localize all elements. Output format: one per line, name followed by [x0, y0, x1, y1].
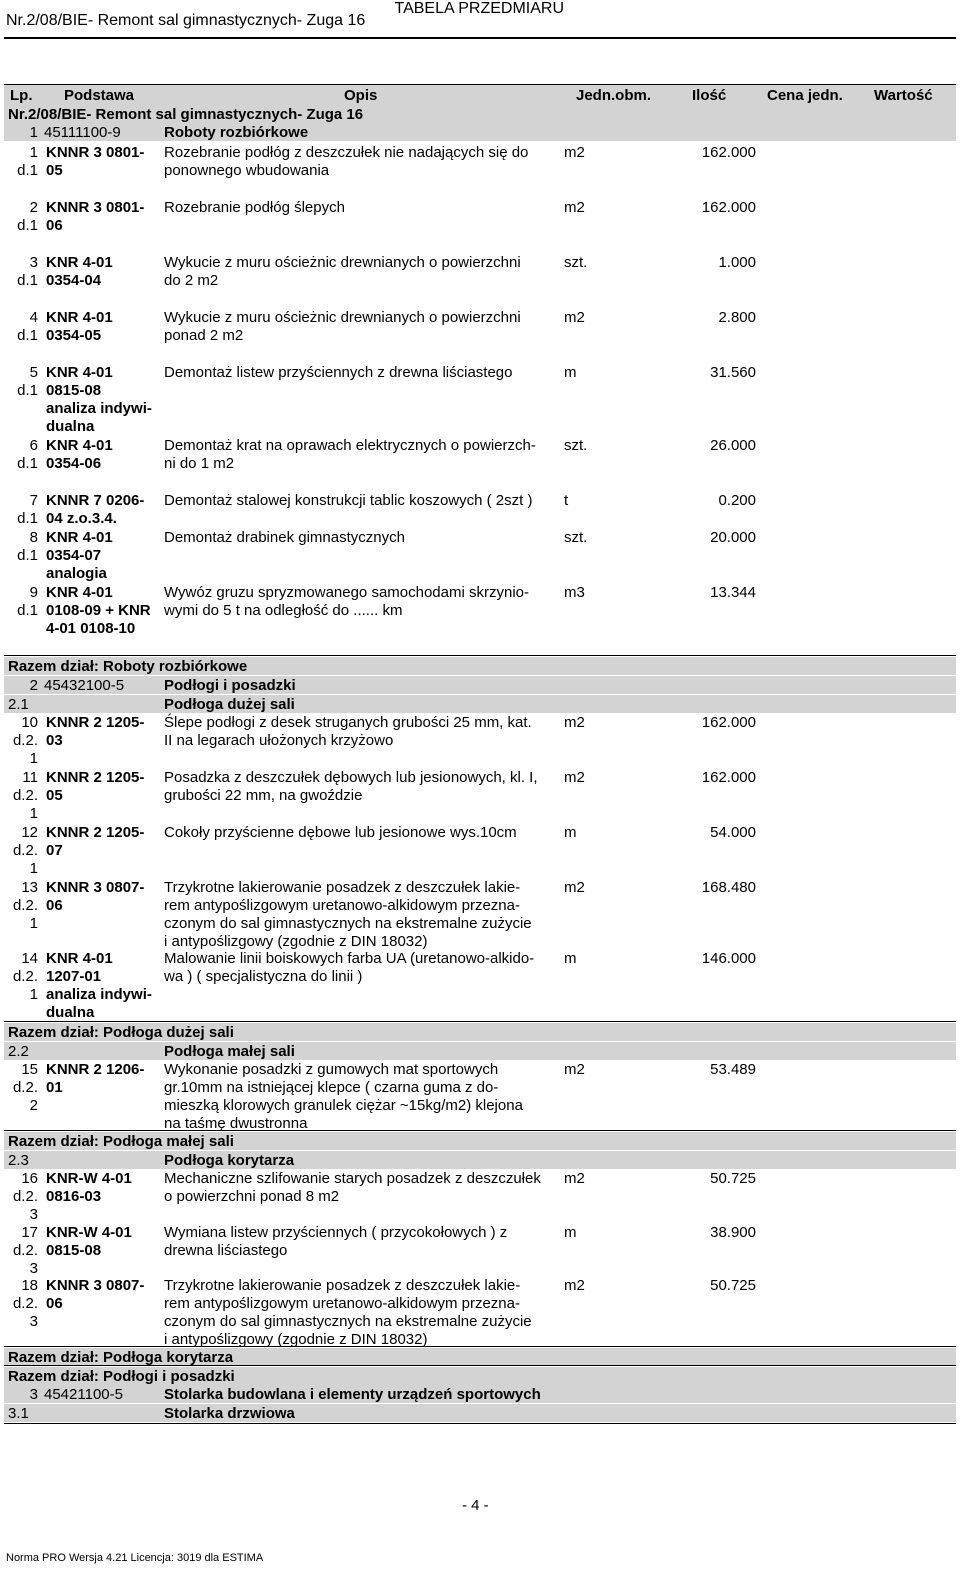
- item-opis: drewna liściastego: [164, 1242, 288, 1259]
- item-lp: 13: [21, 879, 38, 896]
- item-opis: na taśmę dwustronna: [164, 1115, 308, 1132]
- section-title: Nr.2/08/BIE- Remont sal gimnastycznych- Zuga 16: [8, 106, 364, 123]
- item-ilosc: 1.000: [718, 254, 756, 271]
- item-podstawa: 06: [46, 897, 63, 914]
- section-code: 45111100-9: [44, 124, 121, 141]
- section-total: Razem dział: Podłoga małej sali: [8, 1133, 234, 1150]
- item-podstawa: 0815-08: [46, 382, 102, 399]
- section-total: Razem dział: Podłoga dużej sali: [8, 1024, 234, 1041]
- item-ilosc: 53.489: [710, 1061, 756, 1078]
- item-podstawa: 0108-09 + KNR: [46, 602, 151, 619]
- item-jedn: m2: [564, 1277, 585, 1294]
- col-ilosc: Ilość: [692, 87, 727, 104]
- item-opis: Trzykrotne lakierowanie posadzek z deszczułek lakie-: [164, 879, 521, 896]
- item-lp: 3: [29, 1260, 38, 1277]
- section-total: Razem dział: Roboty rozbiórkowe: [8, 658, 248, 675]
- item-lp: d.1: [17, 510, 38, 527]
- item-ilosc: 50.725: [710, 1277, 756, 1294]
- item-opis: wymi do 5 t na odległość do ...... km: [164, 602, 403, 619]
- row-divider: [4, 1346, 956, 1347]
- item-jedn: m2: [564, 199, 585, 216]
- item-jedn: m2: [564, 769, 585, 786]
- section-lp: 3.1: [8, 1405, 29, 1422]
- section-lp: 2.1: [8, 696, 29, 713]
- item-opis: Wykonanie posadzki z gumowych mat sportowych: [164, 1061, 499, 1078]
- item-lp: 15: [21, 1061, 38, 1078]
- item-jedn: szt.: [564, 254, 588, 271]
- item-jedn: m2: [564, 144, 585, 161]
- item-lp: 10: [21, 714, 38, 731]
- item-opis: Demontaż krat na oprawach elektrycznych o powierzch-: [164, 437, 536, 454]
- item-podstawa: dualna: [46, 1004, 95, 1021]
- item-podstawa: KNNR 2 1205-: [46, 824, 145, 841]
- item-lp: d.2.: [12, 1079, 38, 1096]
- section-lp: 2.2: [8, 1043, 29, 1060]
- item-podstawa: analogia: [46, 565, 107, 582]
- section-title: Stolarka drzwiowa: [164, 1405, 295, 1422]
- item-ilosc: 38.900: [710, 1224, 756, 1241]
- section-lp: 1: [29, 124, 38, 141]
- item-jedn: t: [564, 492, 569, 509]
- item-lp: d.1: [17, 455, 38, 472]
- item-podstawa: 04 z.o.3.4.: [46, 510, 117, 527]
- item-jedn: m2: [564, 1061, 585, 1078]
- item-lp: 4: [29, 309, 38, 326]
- item-podstawa: 01: [46, 1079, 63, 1096]
- item-lp: 12: [21, 824, 38, 841]
- section-title: Podłoga dużej sali: [164, 696, 295, 713]
- row-divider: [4, 1130, 956, 1131]
- section-title: Roboty rozbiórkowe: [164, 124, 309, 141]
- col-lp: Lp.: [10, 87, 33, 104]
- item-ilosc: 162.000: [701, 199, 756, 216]
- section-title: Podłogi i posadzki: [164, 677, 296, 694]
- item-podstawa: KNNR 2 1205-: [46, 769, 145, 786]
- item-jedn: m2: [564, 1170, 585, 1187]
- item-lp: d.2.: [12, 1188, 38, 1205]
- item-opis: ponad 2 m2: [164, 327, 244, 344]
- item-jedn: szt.: [564, 437, 588, 454]
- item-lp: d.1: [17, 602, 38, 619]
- row-divider: [4, 1021, 956, 1022]
- item-jedn: m: [564, 824, 577, 841]
- item-opis: Demontaż stalowej konstrukcji tablic koszowych ( 2szt ): [164, 492, 533, 509]
- section-title: Podłoga korytarza: [164, 1152, 295, 1169]
- item-opis: Cokoły przyścienne dębowe lub jesionowe wys.10cm: [164, 824, 517, 841]
- item-podstawa: KNNR 7 0206-: [46, 492, 145, 509]
- item-opis: ni do 1 m2: [164, 455, 235, 472]
- item-jedn: m: [564, 364, 577, 381]
- item-podstawa: analiza indywi-: [46, 986, 152, 1003]
- section-lp: 2: [29, 677, 38, 694]
- item-lp: 2: [29, 199, 38, 216]
- col-podstawa: Podstawa: [64, 87, 135, 104]
- item-podstawa: KNNR 2 1206-: [46, 1061, 145, 1078]
- item-jedn: m: [564, 1224, 577, 1241]
- item-lp: d.2.: [12, 968, 38, 985]
- item-lp: d.2.: [12, 787, 38, 804]
- item-opis: do 2 m2: [164, 272, 219, 289]
- item-opis: o powierzchni ponad 8 m2: [164, 1188, 340, 1205]
- item-ilosc: 31.560: [710, 364, 756, 381]
- item-opis: czonym do sal gimnastycznych na ekstremalne zużycie: [164, 1313, 532, 1330]
- item-lp: 5: [29, 364, 38, 381]
- item-ilosc: 168.480: [701, 879, 756, 896]
- item-podstawa: KNR 4-01: [46, 529, 113, 546]
- item-lp: 1: [29, 805, 38, 822]
- section-band: [4, 676, 956, 694]
- item-opis: i antypoślizgowy (zgodnie z DIN 18032): [164, 1331, 428, 1348]
- item-ilosc: 162.000: [701, 714, 756, 731]
- item-opis: Demontaż listew przyściennych z drewna liściastego: [164, 364, 513, 381]
- item-lp: d.1: [17, 162, 38, 179]
- item-podstawa: 1207-01: [46, 968, 102, 985]
- item-lp: 3: [29, 1206, 38, 1223]
- item-podstawa: 0354-04: [46, 272, 102, 289]
- item-lp: d.2.: [12, 1242, 38, 1259]
- item-podstawa: KNR-W 4-01: [46, 1224, 132, 1241]
- item-lp: d.1: [17, 327, 38, 344]
- header-rule: [4, 37, 956, 39]
- section-code: 45421100-5: [44, 1386, 123, 1403]
- item-lp: 16: [21, 1170, 38, 1187]
- item-lp: 1: [29, 750, 38, 767]
- section-band: [4, 695, 956, 713]
- item-ilosc: 20.000: [710, 529, 756, 546]
- section-band: [4, 1404, 956, 1422]
- item-podstawa: 0816-03: [46, 1188, 102, 1205]
- page-number: - 4 -: [462, 1497, 489, 1514]
- item-opis: Trzykrotne lakierowanie posadzek z deszczułek lakie-: [164, 1277, 521, 1294]
- item-opis: II na legarach ułożonych krzyżowo: [164, 732, 394, 749]
- item-podstawa: KNR 4-01: [46, 437, 113, 454]
- item-opis: Demontaż drabinek gimnastycznych: [164, 529, 405, 546]
- col-opis: Opis: [344, 87, 378, 104]
- col-jedn: Jedn.obm.: [576, 87, 652, 104]
- item-lp: 1: [29, 860, 38, 877]
- page-header-left: Nr.2/08/BIE- Remont sal gimnastycznych- Zuga 16: [6, 12, 366, 29]
- item-podstawa: 05: [46, 787, 63, 804]
- item-lp: d.1: [17, 217, 38, 234]
- item-podstawa: KNNR 3 0801-: [46, 144, 145, 161]
- section-lp: 3: [29, 1386, 38, 1403]
- item-podstawa: KNNR 3 0801-: [46, 199, 145, 216]
- item-opis: rem antypoślizgowym uretanowo-alkidowym przezna-: [164, 1295, 520, 1312]
- item-ilosc: 0.200: [718, 492, 756, 509]
- item-podstawa: KNR 4-01: [46, 584, 113, 601]
- item-opis: ponownego wbudowania: [164, 162, 330, 179]
- row-divider: [4, 1365, 956, 1366]
- item-podstawa: KNNR 3 0807-: [46, 1277, 145, 1294]
- item-podstawa: KNNR 2 1205-: [46, 714, 145, 731]
- item-lp: 6: [29, 437, 38, 454]
- item-jedn: szt.: [564, 529, 588, 546]
- item-lp: 3: [29, 254, 38, 271]
- item-lp: 14: [21, 950, 38, 967]
- item-opis: gr.10mm na istniejącej klepce ( czarna guma z do-: [164, 1079, 499, 1096]
- item-opis: wa ) ( specjalistyczna do linii ): [164, 968, 363, 985]
- item-lp: 1: [29, 986, 38, 1003]
- item-jedn: m: [564, 950, 577, 967]
- item-lp: d.2.: [12, 897, 38, 914]
- item-ilosc: 2.800: [718, 309, 756, 326]
- section-total: Razem dział: Podłoga korytarza: [8, 1349, 234, 1366]
- item-jedn: m2: [564, 714, 585, 731]
- section-band: [4, 1151, 956, 1169]
- item-opis: Malowanie linii boiskowych farba UA (uretanowo-alkido-: [164, 950, 535, 967]
- item-opis: Posadzka z deszczułek dębowych lub jesionowych, kl. I,: [164, 769, 538, 786]
- item-opis: Mechaniczne szlifowanie starych posadzek z deszczułek: [164, 1170, 541, 1187]
- item-lp: 2: [29, 1097, 38, 1114]
- section-total: Razem dział: Podłogi i posadzki: [8, 1368, 235, 1385]
- item-opis: Wykucie z muru ościeżnic drewnianych o powierzchni: [164, 309, 521, 326]
- item-lp: d.1: [17, 547, 38, 564]
- item-lp: 7: [29, 492, 38, 509]
- item-podstawa: 05: [46, 162, 63, 179]
- item-ilosc: 26.000: [710, 437, 756, 454]
- item-ilosc: 162.000: [701, 144, 756, 161]
- item-opis: czonym do sal gimnastycznych na ekstremalne zużycie: [164, 915, 532, 932]
- item-podstawa: 0354-06: [46, 455, 102, 472]
- item-jedn: m3: [564, 584, 585, 601]
- item-podstawa: 03: [46, 732, 63, 749]
- item-podstawa: KNNR 3 0807-: [46, 879, 145, 896]
- item-podstawa: KNR-W 4-01: [46, 1170, 132, 1187]
- item-opis: Wywóz gruzu spryzmowanego samochodami skrzynio-: [164, 584, 529, 601]
- item-ilosc: 54.000: [710, 824, 756, 841]
- item-podstawa: analiza indywi-: [46, 400, 152, 417]
- row-divider: [4, 655, 956, 656]
- item-podstawa: 0354-07: [46, 547, 102, 564]
- item-lp: 1: [29, 144, 38, 161]
- item-podstawa: 0815-08: [46, 1242, 102, 1259]
- item-lp: d.2.: [12, 842, 38, 859]
- item-podstawa: KNR 4-01: [46, 309, 113, 326]
- section-band: [4, 1042, 956, 1060]
- item-jedn: m2: [564, 309, 585, 326]
- section-lp: 2.3: [8, 1152, 29, 1169]
- row-divider: [4, 1423, 956, 1424]
- item-lp: 17: [21, 1224, 38, 1241]
- item-lp: d.1: [17, 272, 38, 289]
- item-lp: 1: [29, 915, 38, 932]
- item-opis: Rozebranie podłóg z deszczułek nie nadających się do: [164, 144, 529, 161]
- page-header-right: TABELA PRZEDMIARU: [394, 0, 564, 17]
- item-opis: mieszką klorowych granulek ciężar ~15kg/m2) klejona: [164, 1097, 523, 1114]
- item-lp: 11: [22, 769, 38, 786]
- item-lp: 8: [29, 529, 38, 546]
- item-podstawa: KNR 4-01: [46, 364, 113, 381]
- item-podstawa: 4-01 0108-10: [46, 620, 136, 637]
- item-lp: d.2.: [12, 1295, 38, 1312]
- item-opis: Wymiana listew przyściennych ( przycokołowych ) z: [164, 1224, 508, 1241]
- item-ilosc: 146.000: [701, 950, 756, 967]
- item-lp: d.1: [17, 382, 38, 399]
- col-wartosc: Wartość: [874, 87, 933, 104]
- item-opis: Wykucie z muru ościeżnic drewnianych o powierzchni: [164, 254, 521, 271]
- item-lp: 3: [29, 1313, 38, 1330]
- section-title: Podłoga małej sali: [164, 1043, 295, 1060]
- item-lp: 18: [21, 1277, 38, 1294]
- item-opis: Rozebranie podłóg ślepych: [164, 199, 345, 216]
- item-opis: grubości 22 mm, na gwoździe: [164, 787, 363, 804]
- item-podstawa: KNR 4-01: [46, 950, 113, 967]
- item-podstawa: dualna: [46, 418, 95, 435]
- item-lp: d.2.: [12, 732, 38, 749]
- item-opis: Ślepe podłogi z desek struganych grubości 25 mm, kat.: [164, 714, 532, 731]
- item-ilosc: 50.725: [710, 1170, 756, 1187]
- item-podstawa: 06: [46, 1295, 63, 1312]
- item-ilosc: 13.344: [710, 584, 756, 601]
- item-ilosc: 162.000: [701, 769, 756, 786]
- footer-license: Norma PRO Wersja 4.21 Licencja: 3019 dla ESTIMA: [6, 1552, 264, 1564]
- section-code: 45432100-5: [44, 677, 125, 694]
- item-opis: rem antypoślizgowym uretanowo-alkidowym przezna-: [164, 897, 520, 914]
- col-cena: Cena jedn.: [767, 87, 843, 104]
- item-podstawa: 06: [46, 217, 63, 234]
- item-opis: i antypoślizgowy (zgodnie z DIN 18032): [164, 933, 428, 950]
- item-jedn: m2: [564, 879, 585, 896]
- item-podstawa: 07: [46, 842, 63, 859]
- item-podstawa: KNR 4-01: [46, 254, 113, 271]
- item-lp: 9: [29, 584, 38, 601]
- item-podstawa: 0354-05: [46, 327, 102, 344]
- section-band: [4, 123, 956, 141]
- section-title: Stolarka budowlana i elementy urządzeń sportowych: [164, 1386, 541, 1403]
